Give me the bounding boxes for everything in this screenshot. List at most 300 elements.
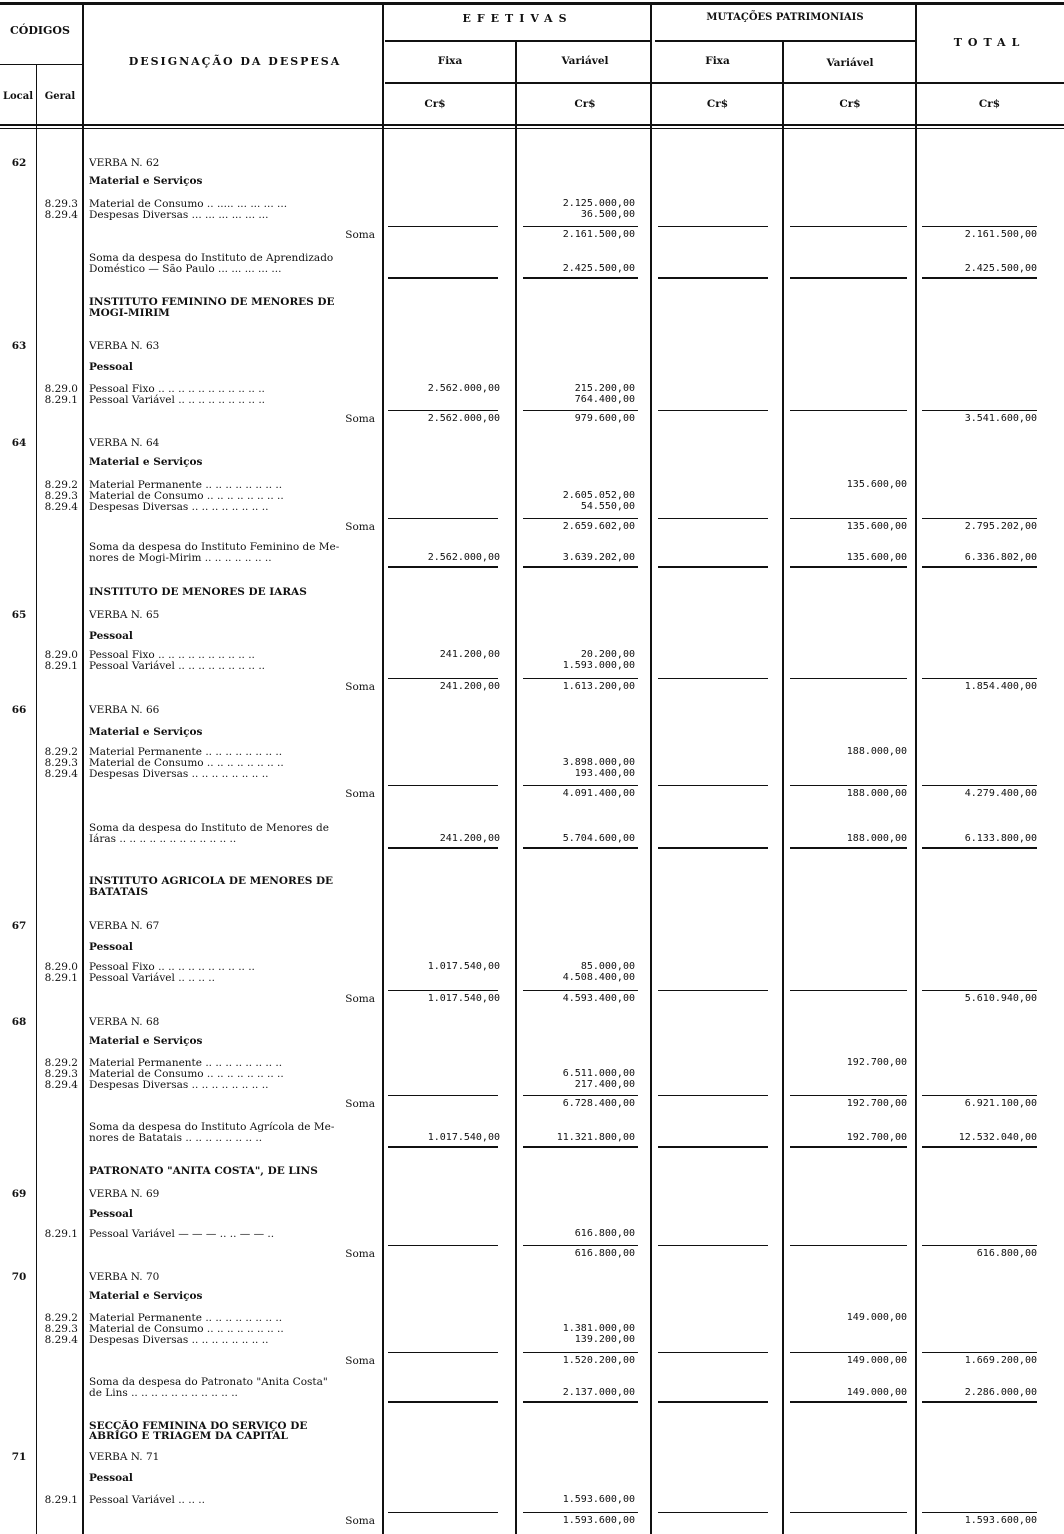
soma-rule [790, 226, 907, 227]
verba-label: VERBA N. 70 [89, 1271, 160, 1283]
amount-tot: 12.532.040,00 [958, 1132, 1037, 1143]
verba-label: VERBA N. 64 [89, 437, 160, 449]
expense-description: Despesas Diversas .. .. .. .. .. .. .. .. [89, 501, 269, 513]
table-row [0, 1035, 1064, 1047]
subsection-label: Material e Serviços [89, 726, 203, 738]
subsection-label: Material e Serviços [89, 456, 203, 468]
table-row [0, 788, 1064, 800]
total-rule [523, 1401, 638, 1403]
total-rule [388, 1401, 498, 1403]
amount-tot: 2.795.202,00 [964, 521, 1037, 532]
table-row [0, 630, 1064, 642]
table-row [0, 1355, 1064, 1367]
soma-rule [523, 1095, 638, 1096]
amount-fixa: 241.200,00 [439, 833, 500, 844]
expense-description: Despesas Diversas .. .. .. .. .. .. .. .. [89, 768, 269, 780]
amount-var: 616.800,00 [574, 1248, 635, 1259]
soma-rule [523, 785, 638, 786]
verba-label: VERBA N. 68 [89, 1016, 160, 1028]
table-row [0, 1132, 1064, 1144]
table-row [0, 263, 1064, 275]
soma-label: Soma [345, 1248, 375, 1260]
expense-description: Pessoal Variável .. .. .. .. .. .. .. .. .. [89, 394, 265, 406]
amount-tot: 1.854.400,00 [964, 681, 1037, 692]
total-rule [790, 277, 907, 279]
expense-description: Soma da despesa do Instituto de Aprendizado [89, 252, 334, 264]
table-row [0, 1451, 1064, 1463]
top-rule [0, 2, 1064, 5]
soma-label: Soma [345, 681, 375, 693]
header-efetivas-fixa: Fixa [437, 55, 463, 67]
soma-rule [922, 785, 1037, 786]
expense-description: Despesas Diversas .. .. .. .. .. .. .. .. [89, 1079, 269, 1091]
soma-rule [523, 678, 638, 679]
total-rule [790, 1401, 907, 1403]
amount-tot: 6.921.100,00 [964, 1098, 1037, 1109]
geral-code: 8.29.1 [44, 660, 78, 672]
expense-description: Pessoal Variável .. .. .. .. [89, 972, 215, 984]
geral-code: 8.29.4 [44, 768, 78, 780]
amount-tot: 2.425.500,00 [964, 263, 1037, 274]
table-row [0, 552, 1064, 564]
section-title: INSTITUTO DE MENORES DE IARAS [89, 586, 307, 598]
amount-fixa: 241.200,00 [439, 649, 500, 660]
section-title: MOGI-MIRIM [89, 307, 170, 319]
amount-mvar: 192.700,00 [846, 1057, 907, 1068]
expense-description: Soma da despesa do Instituto Agrícola de Me- [89, 1121, 335, 1133]
section-title: PATRONATO "ANITA COSTA", DE LINS [89, 1165, 318, 1177]
expense-description: Pessoal Variável — — — .. .. — — .. [89, 1228, 275, 1240]
soma-rule [523, 1245, 638, 1246]
verba-label: VERBA N. 71 [89, 1451, 160, 1463]
table-row [0, 1334, 1064, 1346]
expense-description: Despesas Diversas .. .. .. .. .. .. .. .. [89, 1334, 269, 1346]
amount-var: 11.321.800,00 [556, 1132, 635, 1143]
codigos-divider [0, 64, 82, 65]
section-title: ABRIGO E TRIAGEM DA CAPITAL [89, 1430, 288, 1442]
total-rule [523, 566, 638, 568]
currency-fixa: Cr$ [424, 98, 446, 110]
mutacoes-rule [655, 40, 915, 42]
table-row [0, 1472, 1064, 1484]
amount-mvar: 188.000,00 [846, 833, 907, 844]
soma-rule [523, 990, 638, 991]
subsection-label: Pessoal [89, 630, 133, 642]
amount-var: 6.728.400,00 [562, 1098, 635, 1109]
geral-code: 8.29.2 [44, 1057, 78, 1069]
amount-var: 217.400,00 [574, 1079, 635, 1090]
table-row [0, 1016, 1064, 1028]
table-row [0, 1515, 1064, 1527]
geral-code: 8.29.1 [44, 1494, 78, 1506]
table-row [0, 833, 1064, 845]
expense-description: Pessoal Fixo .. .. .. .. .. .. .. .. .. .. [89, 961, 255, 973]
total-rule [658, 1401, 768, 1403]
local-code: 63 [11, 340, 27, 352]
soma-rule [658, 410, 768, 411]
amount-var: 1.593.000,00 [562, 660, 635, 671]
table-row [0, 1430, 1064, 1442]
amount-var: 1.593.600,00 [562, 1494, 635, 1505]
geral-code: 8.29.4 [44, 1079, 78, 1091]
amount-fixa: 1.017.540,00 [427, 961, 500, 972]
table-row [0, 920, 1064, 932]
header-efetivas-variavel: Variável [561, 55, 609, 67]
amount-var: 4.508.400,00 [562, 972, 635, 983]
amount-var: 2.425.500,00 [562, 263, 635, 274]
geral-code: 8.29.1 [44, 972, 78, 984]
table-row [0, 681, 1064, 693]
geral-code: 8.29.2 [44, 746, 78, 758]
header-codigos: CÓDIGOS [10, 24, 70, 37]
expense-description: Soma da despesa do Patronato "Anita Costa" [89, 1376, 328, 1388]
table-row [0, 501, 1064, 513]
soma-rule [388, 1352, 498, 1353]
expense-description: Pessoal Fixo .. .. .. .. .. .. .. .. .. .. [89, 649, 255, 661]
amount-fixa: 241.200,00 [439, 681, 500, 692]
amount-var: 54.550,00 [580, 501, 635, 512]
verba-label: VERBA N. 62 [89, 157, 160, 169]
local-code: 71 [11, 1451, 27, 1463]
total-rule [658, 1146, 768, 1148]
soma-rule [388, 1245, 498, 1246]
amount-var: 6.511.000,00 [562, 1068, 635, 1079]
header-efetivas: EFETIVAS [462, 12, 573, 25]
amount-mvar: 149.000,00 [846, 1355, 907, 1366]
total-rule [922, 566, 1037, 568]
amount-var: 3.639.202,00 [562, 552, 635, 563]
amount-var: 4.091.400,00 [562, 788, 635, 799]
soma-rule [388, 785, 498, 786]
soma-rule [658, 1352, 768, 1353]
soma-rule [658, 226, 768, 227]
expense-description: Soma da despesa do Instituto de Menores de [89, 822, 329, 834]
total-rule [658, 566, 768, 568]
table-row [0, 726, 1064, 738]
soma-rule [523, 518, 638, 519]
amount-var: 1.613.200,00 [562, 681, 635, 692]
expense-description: Material Permanente .. .. .. .. .. .. .. .. [89, 1057, 283, 1069]
soma-rule [388, 226, 498, 227]
amount-mvar: 192.700,00 [846, 1132, 907, 1143]
amount-fixa: 2.562.000,00 [427, 552, 500, 563]
amount-var: 979.600,00 [574, 413, 635, 424]
total-rule [388, 566, 498, 568]
total-rule [922, 277, 1037, 279]
expense-description: Doméstico — São Paulo ... ... ... ... ... [89, 263, 282, 275]
soma-rule [388, 1095, 498, 1096]
amount-var: 85.000,00 [580, 961, 635, 972]
soma-rule [658, 785, 768, 786]
total-rule [790, 1146, 907, 1148]
table-row [0, 307, 1064, 319]
table-row [0, 1290, 1064, 1302]
amount-mvar: 135.600,00 [846, 479, 907, 490]
amount-var: 1.520.200,00 [562, 1355, 635, 1366]
soma-rule [388, 990, 498, 991]
amount-var: 5.704.600,00 [562, 833, 635, 844]
total-rule [388, 277, 498, 279]
table-row [0, 456, 1064, 468]
soma-label: Soma [345, 993, 375, 1005]
soma-rule [523, 1512, 638, 1513]
amount-var: 139.200,00 [574, 1334, 635, 1345]
amount-var: 215.200,00 [574, 383, 635, 394]
expense-description: Material de Consumo .. .. .. .. .. .. .. .. [89, 757, 284, 769]
soma-rule [922, 990, 1037, 991]
table-row [0, 993, 1064, 1005]
soma-rule [658, 518, 768, 519]
soma-rule [922, 410, 1037, 411]
subsection-label: Material e Serviços [89, 175, 203, 187]
amount-tot: 3.541.600,00 [964, 413, 1037, 424]
amount-fixa: 1.017.540,00 [427, 993, 500, 1004]
local-code: 66 [11, 704, 27, 716]
soma-rule [658, 678, 768, 679]
efetivas-rule [385, 40, 650, 42]
soma-rule [922, 1095, 1037, 1096]
amount-tot: 616.800,00 [976, 1248, 1037, 1259]
table-row [0, 157, 1064, 169]
local-code: 69 [11, 1188, 27, 1200]
geral-code: 8.29.3 [44, 757, 78, 769]
expense-description: Despesas Diversas ... ... ... ... ... ... [89, 209, 269, 221]
geral-code: 8.29.3 [44, 1068, 78, 1080]
soma-label: Soma [345, 1098, 375, 1110]
amount-var: 2.161.500,00 [562, 229, 635, 240]
amount-tot: 6.336.802,00 [964, 552, 1037, 563]
amount-tot: 1.669.200,00 [964, 1355, 1037, 1366]
amount-mvar: 188.000,00 [846, 746, 907, 757]
header-total: TOTAL [953, 36, 1026, 49]
geral-code: 8.29.4 [44, 1334, 78, 1346]
amount-tot: 1.593.600,00 [964, 1515, 1037, 1526]
section-title: INSTITUTO AGRICOLA DE MENORES DE [89, 875, 334, 887]
soma-rule [658, 1095, 768, 1096]
amount-var: 1.593.600,00 [562, 1515, 635, 1526]
soma-rule [790, 785, 907, 786]
geral-code: 8.29.1 [44, 394, 78, 406]
soma-rule [523, 1352, 638, 1353]
table-row [0, 437, 1064, 449]
expense-description: Iáras .. .. .. .. .. .. .. .. .. .. .. .. [89, 833, 237, 845]
expense-description: nores de Mogi-Mirim .. .. .. .. .. .. .. [89, 552, 272, 564]
amount-var: 193.400,00 [574, 768, 635, 779]
table-row [0, 1188, 1064, 1200]
verba-label: VERBA N. 67 [89, 920, 160, 932]
amount-var: 2.659.602,00 [562, 521, 635, 532]
amount-mvar: 149.000,00 [846, 1312, 907, 1323]
subsection-label: Pessoal [89, 1472, 133, 1484]
table-row [0, 1165, 1064, 1177]
total-rule [922, 847, 1037, 849]
local-code: 68 [11, 1016, 27, 1028]
geral-code: 8.29.2 [44, 1312, 78, 1324]
table-row [0, 886, 1064, 898]
soma-rule [790, 678, 907, 679]
expense-description: de Lins .. .. .. .. .. .. .. .. .. .. .. [89, 1387, 238, 1399]
table-row [0, 1387, 1064, 1399]
amount-var: 616.800,00 [574, 1228, 635, 1239]
soma-rule [790, 410, 907, 411]
table-row [0, 361, 1064, 373]
currency-mut-variavel: Cr$ [839, 98, 861, 110]
expense-description: Pessoal Variável .. .. .. .. .. .. .. .. .. [89, 660, 265, 672]
soma-rule [388, 678, 498, 679]
total-rule [790, 566, 907, 568]
verba-label: VERBA N. 66 [89, 704, 160, 716]
subsection-label: Pessoal [89, 361, 133, 373]
soma-label: Soma [345, 521, 375, 533]
table-row [0, 660, 1064, 672]
local-code: 64 [11, 437, 27, 449]
amount-tot: 5.610.940,00 [964, 993, 1037, 1004]
table-row [0, 340, 1064, 352]
verba-label: VERBA N. 69 [89, 1188, 160, 1200]
amount-fixa: 2.562.000,00 [427, 383, 500, 394]
soma-label: Soma [345, 1515, 375, 1527]
table-row [0, 1248, 1064, 1260]
table-row [0, 394, 1064, 406]
total-rule [523, 1146, 638, 1148]
expense-description: Material Permanente .. .. .. .. .. .. .. .. [89, 746, 283, 758]
geral-code: 8.29.0 [44, 961, 78, 973]
table-row [0, 1098, 1064, 1110]
total-rule [388, 847, 498, 849]
amount-mvar: 135.600,00 [846, 521, 907, 532]
header-mutacoes-variavel: Variável [826, 57, 874, 69]
table-row [0, 1079, 1064, 1091]
amount-var: 36.500,00 [580, 209, 635, 220]
total-rule [790, 847, 907, 849]
total-rule [523, 847, 638, 849]
amount-tot: 2.161.500,00 [964, 229, 1037, 240]
amount-mvar: 149.000,00 [846, 1387, 907, 1398]
amount-var: 2.605.052,00 [562, 490, 635, 501]
soma-rule [790, 518, 907, 519]
soma-rule [658, 1512, 768, 1513]
amount-var: 3.898.000,00 [562, 757, 635, 768]
geral-code: 8.29.4 [44, 501, 78, 513]
table-row [0, 768, 1064, 780]
section-title: SECÇÃO FEMININA DO SERVIÇO DE [89, 1420, 308, 1432]
header-bottom-rule-2 [0, 128, 1064, 129]
subsection-label: Material e Serviços [89, 1290, 203, 1302]
amount-tot: 4.279.400,00 [964, 788, 1037, 799]
table-row [0, 1228, 1064, 1240]
amount-var: 2.125.000,00 [562, 198, 635, 209]
section-title: INSTITUTO FEMININO DE MENORES DE [89, 296, 335, 308]
soma-label: Soma [345, 1355, 375, 1367]
soma-rule [922, 1512, 1037, 1513]
soma-rule [790, 1352, 907, 1353]
soma-rule [523, 226, 638, 227]
soma-rule [790, 1245, 907, 1246]
geral-code: 8.29.1 [44, 1228, 78, 1240]
table-row [0, 175, 1064, 187]
expense-description: Material de Consumo .. .. .. .. .. .. .. .. [89, 490, 284, 502]
table-row [0, 1494, 1064, 1506]
soma-label: Soma [345, 788, 375, 800]
currency-mut-fixa: Cr$ [706, 98, 729, 110]
geral-code: 8.29.4 [44, 209, 78, 221]
soma-label: Soma [345, 413, 375, 425]
geral-code: 8.29.2 [44, 479, 78, 491]
expense-description: Material Permanente .. .. .. .. .. .. .. .. [89, 479, 283, 491]
expense-description: Material Permanente .. .. .. .. .. .. .. .. [89, 1312, 283, 1324]
table-row [0, 586, 1064, 598]
geral-code: 8.29.0 [44, 649, 78, 661]
section-title: BATATAIS [89, 886, 149, 898]
geral-code: 8.29.0 [44, 383, 78, 395]
amount-var: 764.400,00 [574, 394, 635, 405]
amount-tot: 6.133.800,00 [964, 833, 1037, 844]
table-row [0, 941, 1064, 953]
header-mutacoes-fixa: Fixa [705, 55, 730, 67]
expense-description: Material de Consumo .. .. .. .. .. .. .. .. [89, 1068, 284, 1080]
amount-var: 2.137.000,00 [562, 1387, 635, 1398]
amount-mvar: 188.000,00 [846, 788, 907, 799]
table-row [0, 1271, 1064, 1283]
header-designacao: DESIGNAÇÃO DA DESPESA [128, 55, 342, 68]
subsection-label: Pessoal [89, 941, 133, 953]
header-local: Local [2, 91, 34, 102]
table-row [0, 1208, 1064, 1220]
soma-rule [388, 1512, 498, 1513]
amount-var: 4.593.400,00 [562, 993, 635, 1004]
amount-mvar: 192.700,00 [846, 1098, 907, 1109]
soma-rule [523, 410, 638, 411]
total-rule [922, 1401, 1037, 1403]
table-row [0, 521, 1064, 533]
local-code: 65 [11, 609, 27, 621]
currency-total: Cr$ [978, 98, 1001, 110]
soma-rule [790, 990, 907, 991]
table-row [0, 229, 1064, 241]
expense-description: Material de Consumo .. ..... ... ... ... ... [89, 198, 288, 210]
soma-rule [922, 226, 1037, 227]
amount-fixa: 1.017.540,00 [427, 1132, 500, 1143]
subheader-rule [385, 82, 1064, 84]
amount-tot: 2.286.000,00 [964, 1387, 1037, 1398]
soma-rule [922, 518, 1037, 519]
local-code: 62 [11, 157, 27, 169]
header-mutacoes: MUTAÇÕES PATRIMONIAIS [706, 12, 864, 23]
expense-description: Material de Consumo .. .. .. .. .. .. .. .. [89, 1323, 284, 1335]
total-rule [523, 277, 638, 279]
header-bottom-rule [0, 124, 1064, 126]
expense-description: Pessoal Fixo .. .. .. .. .. .. .. .. .. .. .. [89, 383, 265, 395]
geral-code: 8.29.3 [44, 198, 78, 210]
local-code: 67 [11, 920, 27, 932]
total-rule [388, 1146, 498, 1148]
total-rule [658, 847, 768, 849]
header-geral: Geral [44, 91, 76, 102]
soma-rule [922, 678, 1037, 679]
local-code: 70 [11, 1271, 27, 1283]
table-row [0, 413, 1064, 425]
subsection-label: Pessoal [89, 1208, 133, 1220]
amount-mvar: 135.600,00 [846, 552, 907, 563]
amount-var: 20.200,00 [580, 649, 635, 660]
verba-label: VERBA N. 65 [89, 609, 160, 621]
soma-rule [658, 1245, 768, 1246]
soma-rule [658, 990, 768, 991]
soma-rule [922, 1245, 1037, 1246]
soma-rule [388, 410, 498, 411]
geral-code: 8.29.3 [44, 490, 78, 502]
total-rule [922, 1146, 1037, 1148]
